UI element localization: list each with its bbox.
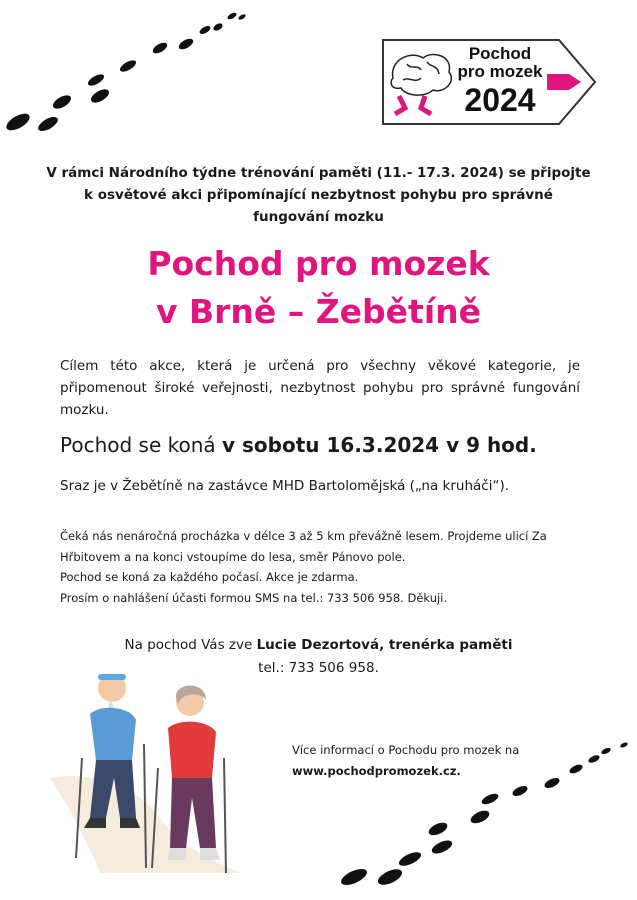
logo-year: 2024 xyxy=(464,82,536,118)
intro-line: fungování mozku xyxy=(253,209,384,225)
title-line2: v Brně – Žebětíně xyxy=(155,292,482,331)
title-line1: Pochod pro mozek xyxy=(147,244,490,283)
details-line: Pochod se koná za každého počasí. Akce je zdarma. xyxy=(60,570,359,584)
meeting-point: Sraz je v Žebětíně na zastávce MHD Bartolomějská („na kruháči“). xyxy=(60,478,510,494)
walkers-illustration-icon xyxy=(40,668,250,878)
footprints-top-icon xyxy=(0,0,260,150)
more-info-text: Více informací o Pochodu pro mozek na xyxy=(292,743,520,757)
aim-paragraph: Cílem této akce, která je určená pro všechny věkové kategorie, je připomenout široké veřejnosti, nezbytnost pohybu pro správné fungování mozku. xyxy=(60,358,580,418)
logo-line1: Pochod xyxy=(468,44,532,63)
event-logo xyxy=(381,38,599,126)
organizer-name: Lucie Dezortová, trenérka paměti xyxy=(256,637,513,653)
details-line: Hřbitovem a na konci vstoupíme do lesa, směr Pánovo pole. xyxy=(60,549,406,564)
details-block xyxy=(60,526,600,608)
intro-text xyxy=(40,162,597,228)
event-time-prefix: Pochod se koná xyxy=(60,433,223,457)
event-date: v sobotu 16.3.2024 v 9 hod. xyxy=(222,433,537,457)
footprints-bottom-icon xyxy=(330,735,630,895)
organizer-phone: tel.: 733 506 958. xyxy=(258,660,379,676)
page-title xyxy=(20,240,617,336)
intro-line: V rámci Národního týdne trénování paměti (11.- 17.3. 2024) se připojte xyxy=(46,165,591,181)
invite-prefix: Na pochod Vás zve xyxy=(124,637,257,653)
details-line: Prosím o nahlášení účasti formou SMS na tel.: 733 506 958. Děkuji. xyxy=(60,590,448,605)
intro-line: k osvětové akci připomínající nezbytnost pohybu pro správné xyxy=(84,187,553,203)
details-line: Čeká nás nenáročná procházka v délce 3 až 5 km převážně lesem. Projdeme ulicí Za xyxy=(60,529,547,543)
logo-line2: pro mozek xyxy=(457,62,543,81)
event-time xyxy=(60,430,620,460)
website-link[interactable]: www.pochodpromozek.cz. xyxy=(292,764,461,778)
